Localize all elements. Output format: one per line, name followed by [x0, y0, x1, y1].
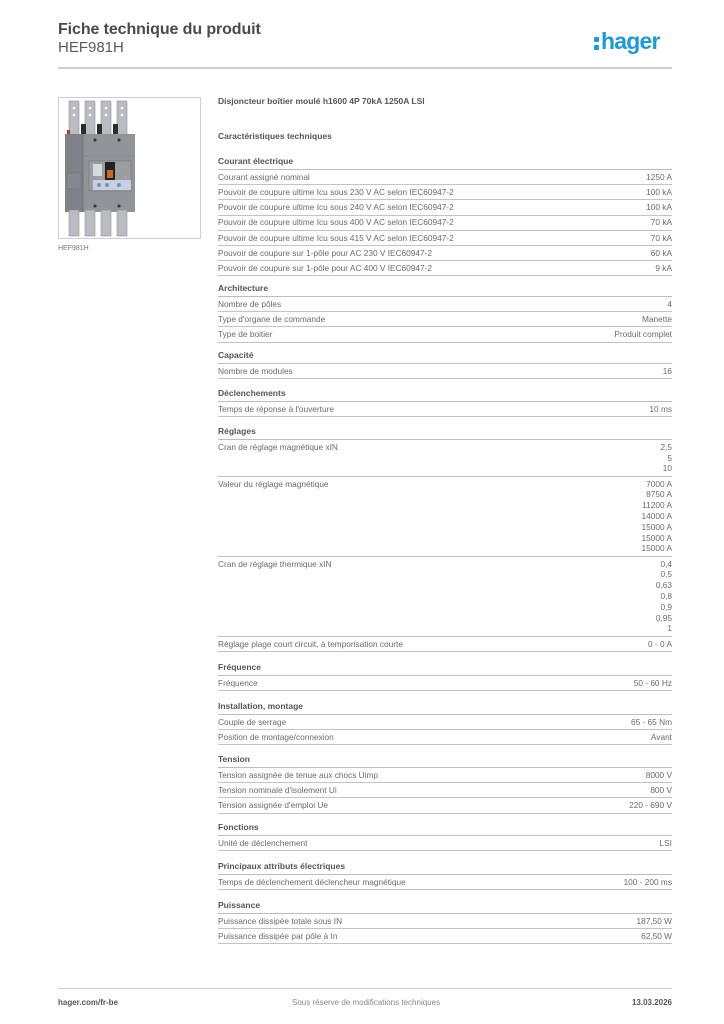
spec-value-item: 100 - 200 ms: [623, 876, 672, 887]
spec-value: [634, 678, 672, 689]
brand-name: hager: [601, 28, 660, 54]
spec-value-item: 0,95: [655, 612, 672, 623]
spec-label: Courant assigné nominal: [218, 171, 310, 182]
spec-value-item: 16: [662, 365, 672, 376]
spec-value-item: 1: [667, 623, 672, 634]
spec-value-item: 8000 V: [645, 769, 672, 780]
spec-value: [649, 404, 672, 415]
spec-label: Type de boitier: [218, 329, 273, 340]
spec-label: Temps de réponse à l'ouverture: [218, 403, 334, 414]
spec-row: [218, 798, 672, 813]
spec-value-item: 15000 A: [641, 543, 672, 554]
spec-section: [218, 860, 672, 890]
spec-label: Cran de réglage thermique xIN: [218, 558, 332, 569]
spec-value: [646, 770, 672, 781]
spec-label: Puissance dissipée totale sous IN: [218, 915, 343, 926]
spec-value-item: 8750 A: [646, 489, 672, 500]
spec-value-item: 62,50 W: [641, 930, 672, 941]
spec-label: Pouvoir de coupure ultime Icu sous 230 V AC selon IEC60947-2: [218, 186, 454, 197]
spec-row: [218, 185, 672, 200]
spec-value: [642, 479, 672, 555]
spec-value: [646, 172, 672, 183]
spec-value-item: 0 - 0 A: [648, 638, 672, 649]
spec-row: [218, 327, 672, 342]
spec-value-item: 10: [662, 463, 672, 474]
spec-section: [218, 700, 672, 745]
spec-value-item: 187,50 W: [636, 915, 672, 926]
spec-value: [651, 248, 672, 259]
spec-row: [218, 246, 672, 261]
footer-website-link[interactable]: hager.com/fr-be: [58, 998, 119, 1007]
spec-label: Pouvoir de coupure sur 1-pôle pour AC 230 V IEC60947-2: [218, 247, 433, 258]
spec-label: Position de montage/connexion: [218, 731, 334, 742]
spec-value: [614, 329, 672, 340]
spec-label: Type d'organe de commande: [218, 313, 326, 324]
spec-value-item: LSI: [659, 837, 672, 848]
spec-value-item: 60 kA: [650, 247, 672, 258]
page-title: Fiche technique du produit: [58, 21, 261, 38]
spec-label: Nombre de modules: [218, 365, 293, 376]
spec-value-item: 220 - 690 V: [629, 800, 672, 811]
footer-date: 13.03.2026: [631, 998, 672, 1007]
spec-row: [218, 929, 672, 944]
spec-label: Fréquence: [218, 677, 258, 688]
spec-value-item: 11200 A: [642, 500, 672, 511]
spec-label: Nombre de pôles: [218, 298, 282, 309]
section-title: Fréquence: [218, 661, 672, 676]
spec-value: [655, 263, 672, 274]
header-divider: [58, 67, 672, 69]
spec-value: [660, 442, 672, 474]
spec-value-item: 0,9: [660, 601, 672, 612]
hager-logo: [594, 27, 660, 55]
spec-row: [218, 676, 672, 691]
spec-label: Temps de déclenchement déclencheur magnétique: [218, 876, 406, 887]
section-title: Tension: [218, 753, 672, 768]
characteristics-title: Caractéristiques techniques: [218, 131, 332, 141]
spec-section: [218, 661, 672, 691]
spec-value: [651, 233, 672, 244]
spec-section: [218, 387, 672, 417]
spec-value: [651, 732, 672, 743]
spec-row: [218, 914, 672, 929]
spec-row: [218, 730, 672, 745]
spec-label: Cran de réglage magnétique xIN: [218, 441, 338, 452]
spec-value-item: Produit complet: [614, 329, 672, 340]
footer-disclaimer: Sous réserve de modifications techniques: [292, 998, 441, 1007]
spec-label: Valeur du réglage magnétique: [218, 478, 329, 489]
spec-value-item: 7000 A: [646, 478, 672, 489]
section-title: Déclenchements: [218, 387, 672, 402]
spec-value-item: 0,8: [660, 590, 672, 601]
spec-row: [218, 557, 672, 637]
spec-label: Tension assignée d'emploi Ue: [218, 800, 328, 811]
spec-row: [218, 836, 672, 851]
footer-divider: [58, 988, 672, 989]
spec-value: [650, 785, 672, 796]
spec-value-item: 15000 A: [641, 532, 672, 543]
spec-label: Unité de déclenchement: [218, 837, 308, 848]
spec-row: [218, 875, 672, 890]
spec-value-item: 70 kA: [650, 232, 672, 243]
spec-label: Tension nominale d'isolement Ui: [218, 784, 337, 795]
section-title: Courant électrique: [218, 155, 672, 170]
spec-section: [218, 282, 672, 343]
product-reference: HEF981H: [58, 39, 124, 56]
spec-row: [218, 440, 672, 477]
spec-value-item: 800 V: [650, 784, 672, 795]
spec-section: [218, 155, 672, 276]
spec-section: [218, 425, 672, 652]
spec-section: [218, 899, 672, 944]
spec-value: [667, 299, 672, 310]
spec-label: Tension assignée de tenue aux chocs Uimp: [218, 769, 379, 780]
spec-value-item: 0,63: [655, 580, 672, 591]
spec-row: [218, 783, 672, 798]
spec-row: [218, 200, 672, 215]
spec-value: [656, 559, 672, 635]
spec-row: [218, 312, 672, 327]
spec-label: Pouvoir de coupure ultime Icu sous 400 V AC selon IEC60947-2: [218, 217, 454, 228]
spec-value-item: 5: [667, 452, 672, 463]
spec-row: [218, 261, 672, 276]
spec-value: [636, 916, 672, 927]
spec-label: Réglage plage court circuit, à temporisation courte: [218, 638, 403, 649]
spec-value-item: 1250 A: [646, 171, 672, 182]
spec-value-item: 2,5: [660, 441, 672, 452]
spec-value-item: Avant: [650, 731, 672, 742]
spec-value-item: 65 - 65 Nm: [630, 716, 672, 727]
spec-value-item: 0,5: [660, 569, 672, 580]
spec-row: [218, 297, 672, 312]
section-title: Capacité: [218, 349, 672, 364]
spec-section: [218, 753, 672, 814]
spec-label: Pouvoir de coupure sur 1-pôle pour AC 400 V IEC60947-2: [218, 262, 433, 273]
spec-value-item: 0,4: [660, 558, 672, 569]
section-title: Installation, montage: [218, 700, 672, 715]
spec-row: [218, 715, 672, 730]
spec-value: [624, 877, 672, 888]
spec-value: [642, 314, 672, 325]
spec-value-item: 9 kA: [655, 262, 672, 273]
spec-value-item: 14000 A: [641, 510, 672, 521]
spec-value: [641, 931, 672, 942]
logo-colon-icon: [594, 34, 599, 50]
spec-value: [629, 800, 672, 811]
spec-row: [218, 231, 672, 246]
spec-label: Couple de serrage: [218, 716, 287, 727]
spec-value-item: 15000 A: [641, 521, 672, 532]
spec-value-item: 70 kA: [650, 217, 672, 228]
spec-value-item: 50 - 60 Hz: [633, 677, 672, 688]
spec-value: [631, 717, 672, 728]
spec-value-item: Manette: [642, 313, 672, 324]
spec-section: [218, 349, 672, 379]
section-title: Principaux attributs électriques: [218, 860, 672, 875]
spec-label: Puissance dissipée par pôle à In: [218, 930, 338, 941]
spec-value: [660, 838, 672, 849]
spec-row: [218, 768, 672, 783]
section-title: Fonctions: [218, 821, 672, 836]
spec-value: [651, 217, 672, 228]
section-title: Puissance: [218, 899, 672, 914]
spec-row: [218, 637, 672, 652]
spec-value: [648, 639, 672, 650]
spec-row: [218, 216, 672, 231]
spec-value: [663, 366, 672, 377]
section-title: Réglages: [218, 425, 672, 440]
spec-row: [218, 364, 672, 379]
spec-label: Pouvoir de coupure ultime Icu sous 415 V AC selon IEC60947-2: [218, 232, 454, 243]
section-title: Architecture: [218, 282, 672, 297]
spec-row: [218, 402, 672, 417]
circuit-breaker-icon: [59, 98, 200, 238]
spec-row: [218, 477, 672, 557]
spec-value: [646, 187, 672, 198]
spec-value-item: 4: [667, 298, 672, 309]
spec-value-item: 100 kA: [646, 186, 672, 197]
spec-row: [218, 170, 672, 185]
spec-value-item: 100 kA: [646, 202, 672, 213]
spec-label: Pouvoir de coupure ultime Icu sous 240 V AC selon IEC60947-2: [218, 202, 454, 213]
spec-section: [218, 821, 672, 851]
product-name: Disjoncteur boîtier moulé h1600 4P 70kA 1250A LSI: [218, 96, 425, 106]
spec-value-item: 10 ms: [649, 403, 672, 414]
spec-value: [646, 202, 672, 213]
product-image: [58, 97, 201, 239]
image-caption: HEF981H: [58, 245, 89, 252]
